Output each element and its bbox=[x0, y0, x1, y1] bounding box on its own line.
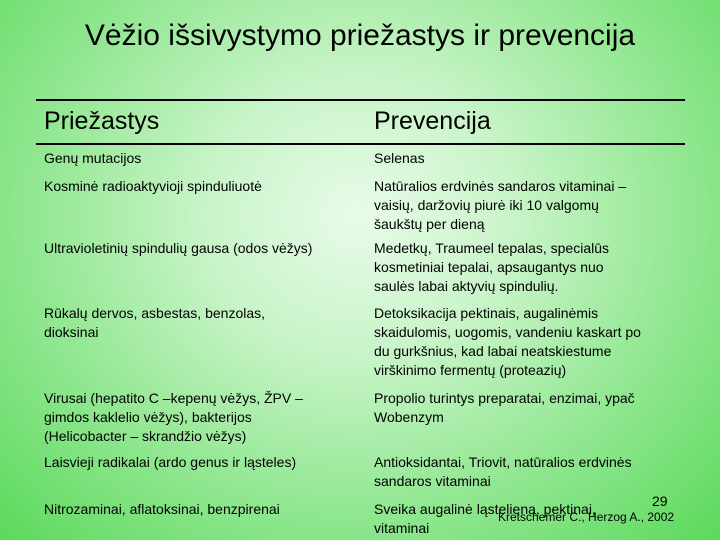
table-header-rule bbox=[36, 143, 685, 145]
citation: Kretschemer C., Herzog A., 2002 bbox=[498, 510, 675, 524]
cause-text: Virusai (hepatito C –kepenų vėžys, ŽPV – bbox=[44, 390, 303, 406]
prevention-text: Medetkų, Traumeel tepalas, specialūs bbox=[374, 240, 610, 256]
prevention-cell bbox=[374, 239, 682, 296]
prevention-cell bbox=[374, 389, 682, 427]
prevention-cell bbox=[374, 304, 682, 380]
cause-cell bbox=[44, 177, 354, 196]
prevention-text: Antioksidantai, Triovit, natūralios erdvinės bbox=[374, 454, 632, 470]
cause-text: (Helicobacter – skrandžio vėžys) bbox=[44, 428, 247, 444]
prevention-text: vitaminai bbox=[374, 520, 430, 536]
prevention-cell bbox=[374, 453, 682, 491]
prevention-text: Propolio turintys preparatai, enzimai, ypač bbox=[374, 390, 635, 406]
cause-cell bbox=[44, 304, 354, 342]
cause-text: gimdos kaklelio vėžys), bakterijos bbox=[44, 409, 252, 425]
prevention-text: Sveika augalinė ląsteliena, pektinai, bbox=[374, 501, 596, 517]
prevention-text: kosmetiniai tepalai, apsaugantys nuo bbox=[374, 259, 604, 275]
cause-text: Kosminė radioaktyvioji spinduliuotė bbox=[44, 178, 262, 194]
prevention-text: virškinimo fermentų (proteazių) bbox=[374, 362, 567, 378]
cause-text: Nitrozaminai, aflatoksinai, benzpirenai bbox=[44, 501, 280, 517]
prevention-text: skaidulomis, uogomis, vandeniu kaskart po bbox=[374, 324, 641, 340]
prevention-text: sandaros vitaminai bbox=[374, 473, 491, 489]
prevention-text: du gurkšnius, kad labai neatskiestume bbox=[374, 343, 612, 359]
cause-cell bbox=[44, 149, 354, 168]
cause-cell bbox=[44, 389, 354, 446]
cause-cell bbox=[44, 500, 354, 519]
prevention-text: Selenas bbox=[374, 150, 425, 166]
slide-title: Vėžio išsivystymo priežastys ir prevencija bbox=[84, 19, 636, 52]
cause-text: Ultravioletinių spindulių gausa (odos vėžys) bbox=[44, 240, 313, 256]
page-number: 29 bbox=[652, 493, 668, 509]
prevention-text: vaisių, daržovių piurė iki 10 valgomų bbox=[374, 197, 599, 213]
table-top-rule bbox=[36, 99, 685, 101]
prevention-text: saulės labai aktyvių spindulių. bbox=[374, 278, 559, 294]
cause-cell bbox=[44, 453, 354, 472]
cause-text: Genų mutacijos bbox=[44, 150, 142, 166]
cause-text: Laisvieji radikalai (ardo genus ir ląsteles) bbox=[44, 454, 297, 470]
prevention-text: Wobenzym bbox=[374, 409, 444, 425]
prevention-text: Natūralios erdvinės sandaros vitaminai – bbox=[374, 178, 627, 194]
prevention-cell bbox=[374, 177, 682, 234]
header-prevention: Prevencija bbox=[374, 107, 491, 135]
cause-text: Rūkalų dervos, asbestas, benzolas, bbox=[44, 305, 266, 321]
header-causes: Priežastys bbox=[44, 107, 160, 135]
prevention-text: Detoksikacija pektinais, augalinėmis bbox=[374, 305, 599, 321]
cause-cell bbox=[44, 239, 354, 258]
cause-text: dioksinai bbox=[44, 324, 99, 340]
prevention-text: šaukštų per dieną bbox=[374, 216, 485, 232]
prevention-cell bbox=[374, 149, 682, 168]
